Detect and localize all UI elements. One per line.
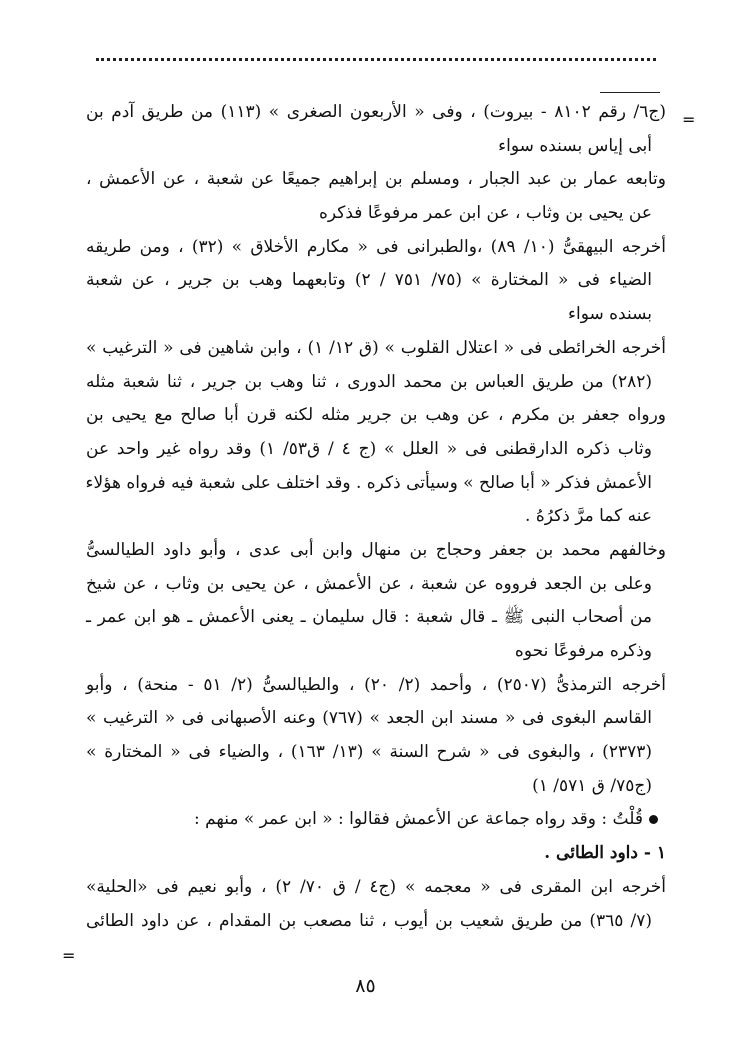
dotted-separator <box>96 58 656 61</box>
bullet-icon <box>649 815 658 824</box>
text-line: وعلى بن الجعد فرووه عن شعبة ، عن الأعمش ، عن يحيى بن وثاب ، عن شيخ <box>86 573 652 594</box>
footnote-rule <box>600 92 660 93</box>
text-line: عن يحيى بن وثاب ، عن ابن عمر مرفوعًا فذكره <box>319 203 652 224</box>
body-text <box>86 96 666 938</box>
margin-mark-bottom: = <box>62 946 76 965</box>
text-line: أخرجه الخرائطى فى « اعتلال القلوب » (ق ١٢/ ١) ، وابن شاهين فى « الترغيب » <box>86 337 666 358</box>
text-line: وخالفهم محمد بن جعفر وحجاج بن منهال وابن أبى عدى ، وأبو داود الطيالسىُّ <box>86 539 666 560</box>
text-line: ورواه جعفر بن مكرم ، عن وهب بن جرير مثله لكنه قرن أبا صالح مع يحيى بن <box>86 405 666 426</box>
text-line: أخرجه ابن المقرى فى « معجمه » (ج٤ / ق ٧٠/ ٢) ، وأبو نعيم فى «الحلية» <box>86 876 666 897</box>
section-heading: ١ - داود الطائى . <box>544 843 666 864</box>
text-line: (٧/ ٣٦٥) من طريق شعيب بن أيوب ، ثنا مصعب بن المقدام ، عن داود الطائى <box>86 910 652 931</box>
text-line: أبى إياس بسنده سواء <box>498 135 652 156</box>
text-line: الأعمش فذكر « أبا صالح » وسيأتى ذكره . وقد اختلف على شعبة فيه فرواه هؤلاء <box>85 472 652 493</box>
text-line: (٢٣٧٣) ، والبغوى فى « شرح السنة » (١٣/ ١٦٣) ، والضياء فى « المختارة » <box>86 742 652 763</box>
text-line: من أصحاب النبى ﷺ ـ قال شعبة : قال سليمان ـ يعنى الأعمش ـ هو ابن عمر ـ <box>86 607 652 628</box>
text-line: أخرجه الترمذىُّ (٢٥٠٧) ، وأحمد (٢/ ٢٠) ، والطيالسىُّ (٢/ ٥١ - منحة) ، وأبو <box>86 674 667 695</box>
text-line <box>86 803 666 837</box>
text-line: بسنده سواء <box>567 304 652 325</box>
text-line: الضياء فى « المختارة » (٧٥/ ٧٥١ / ٢) وتابعهما وهب بن جرير ، عن شعبة <box>86 270 652 291</box>
text-line: وتابعه عمار بن عبد الجبار ، ومسلم بن إبراهيم جميعًا عن شعبة ، عن الأعمش ، <box>86 169 666 190</box>
text-line: (ج٦/ رقم ٨١٠٢ - بيروت) ، وفى « الأربعون الصغرى » (١١٣) من طريق آدم بن <box>86 102 667 122</box>
qultu-note: قُلْتُ : وقد رواه جماعة عن الأعمش فقالوا : « ابن عمر » منهم : <box>193 809 643 830</box>
margin-mark-top: = <box>682 110 696 129</box>
text-line: وثاب ذكره الدارقطنى فى « العلل » (ج ٤ / ق٥٣/ ١) وقد رواه غير واحد عن <box>86 438 653 459</box>
text-line: أخرجه البيهقىُّ (١٠/ ٨٩) ،والطبرانى فى « مكارم الأخلاق » (٣٢) ، ومن طريقه <box>86 236 666 257</box>
text-line: القاسم البغوى فى « مسند ابن الجعد » (٧٦٧) وعنه الأصبهانى فى « الترغيب » <box>86 708 652 729</box>
page-number: ٨٥ <box>355 975 376 997</box>
text-line: وذكره مرفوعًا نحوه <box>514 641 652 661</box>
text-line: عنه كما مرَّ ذكرُهُ . <box>525 506 652 527</box>
text-line: (ج٧٥/ ق ٥٧١/ ١) <box>532 775 652 796</box>
text-line: (٢٨٢) من طريق العباس بن محمد الدورى ، ثنا وهب بن جرير ، ثنا شعبة مثله <box>86 371 652 392</box>
